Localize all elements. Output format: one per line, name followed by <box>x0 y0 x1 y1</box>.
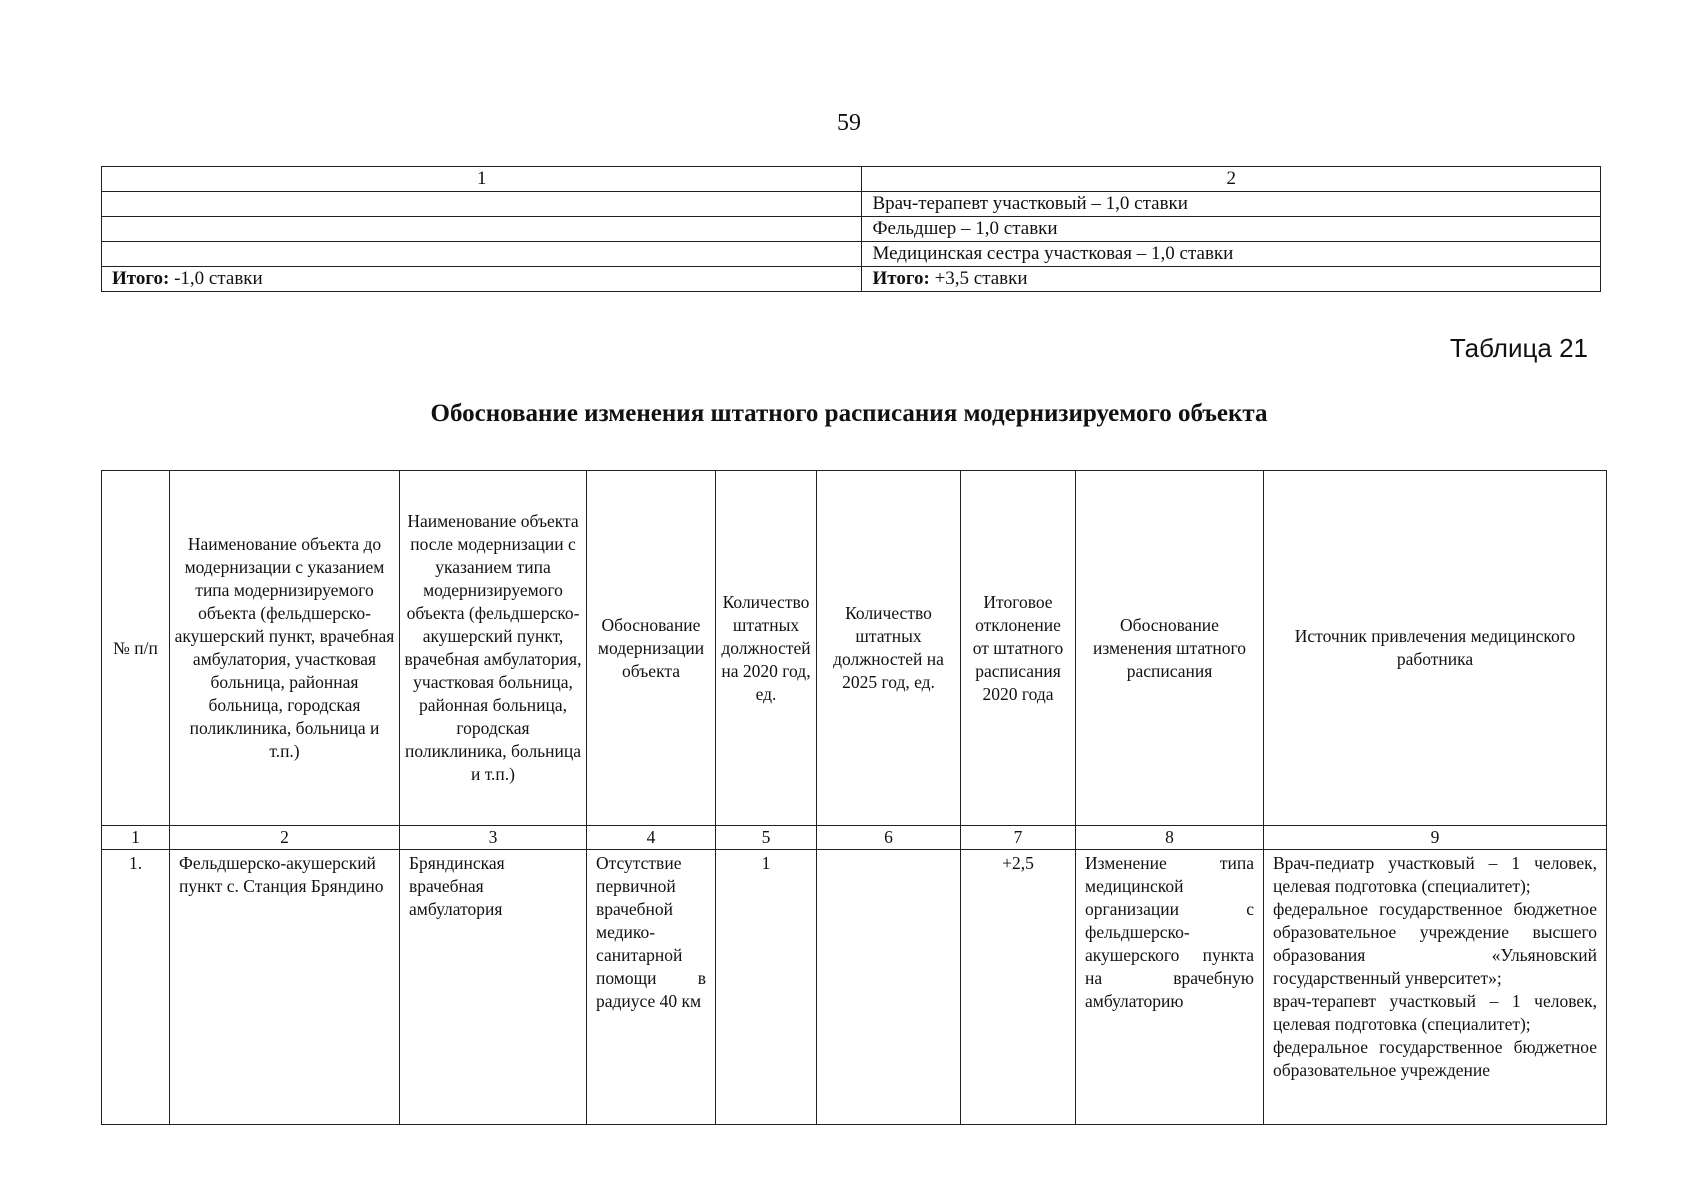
column-number: 3 <box>400 826 587 850</box>
total-right <box>862 267 1601 292</box>
column-number: 8 <box>1076 826 1264 850</box>
column-header: 1 <box>102 167 862 192</box>
staff-2025-cell <box>817 850 961 1125</box>
column-header: Обоснование модернизации объекта <box>587 471 716 826</box>
total-left <box>102 267 862 292</box>
document-title: Обоснование изменения штатного расписания модернизируемого объекта <box>430 400 1268 427</box>
table-row <box>102 850 1607 1125</box>
object-before-cell: Фельдшерско-акушерский пункт с. Станция Бряндино <box>170 850 400 1125</box>
total-label: Итого: <box>112 268 170 289</box>
column-header: Источник привлечения медицинского работника <box>1264 471 1607 826</box>
table-row <box>102 192 1601 217</box>
table-label: Таблица 21 <box>1449 333 1588 363</box>
staff-2020-cell: 1 <box>716 850 817 1125</box>
source-cell <box>1264 850 1607 1125</box>
total-label: Итого: <box>872 268 930 289</box>
column-number: 6 <box>817 826 961 850</box>
column-number: 1 <box>102 826 170 850</box>
source-line: федеральное государственное бюджетное образовательное учреждение <box>1273 1037 1597 1080</box>
column-number: 9 <box>1264 826 1607 850</box>
column-number-row <box>102 826 1607 850</box>
total-row <box>102 267 1601 292</box>
table-cell: Медицинская сестра участковая – 1,0 ставки <box>862 242 1601 267</box>
column-number: 4 <box>587 826 716 850</box>
column-header: Наименование объекта после модернизации с указанием типа модернизируемого объекта (фельдшерско-акушерский пункт, врачебная амбулатория, участковая больница, районная больница, городская поликлиника, больница и т.п.) <box>400 471 587 826</box>
column-header: Наименование объекта до модернизации с указанием типа модернизируемого объекта (фельдшерско-акушерский пункт, врачебная амбулатория, участковая больница, районная больница, городская поликлиника, больница и т.п.) <box>170 471 400 826</box>
column-number: 2 <box>170 826 400 850</box>
page-number: 59 <box>837 110 861 136</box>
table-header-row <box>102 167 1601 192</box>
continuation-table <box>101 166 1601 292</box>
row-number: 1. <box>102 850 170 1125</box>
column-header: 2 <box>862 167 1601 192</box>
column-number: 7 <box>961 826 1076 850</box>
change-reason-cell: Изменение типа медицинской организации с фельдшерско-акушерского пункта на врачебную амбулаторию <box>1076 850 1264 1125</box>
table-cell <box>102 217 862 242</box>
table-row <box>102 217 1601 242</box>
table-cell: Врач-терапевт участковый – 1,0 ставки <box>862 192 1601 217</box>
deviation-cell: +2,5 <box>961 850 1076 1125</box>
source-line: врач-терапевт участковый – 1 человек, целевая подготовка (специалитет); <box>1273 991 1597 1034</box>
column-header: Количество штатных должностей на 2020 год, ед. <box>716 471 817 826</box>
column-number: 5 <box>716 826 817 850</box>
total-value: +3,5 ставки <box>929 268 1028 289</box>
table-row <box>102 242 1601 267</box>
column-header: Количество штатных должностей на 2025 год, ед. <box>817 471 961 826</box>
column-header: № п/п <box>102 471 170 826</box>
source-line: Врач-педиатр участковый – 1 человек, целевая подготовка (специалитет); <box>1273 853 1597 896</box>
object-after-cell: Бряндинская врачебная амбулатория <box>400 850 587 1125</box>
column-header: Обоснование изменения штатного расписания <box>1076 471 1264 826</box>
total-value: -1,0 ставки <box>169 268 263 289</box>
column-header: Итоговое отклонение от штатного расписания 2020 года <box>961 471 1076 826</box>
source-line: федеральное государственное бюджетное образовательное учреждение высшего образования «Ульяновский государственный унверситет»; <box>1273 899 1597 988</box>
table-cell <box>102 192 862 217</box>
table-cell <box>102 242 862 267</box>
staffing-table <box>101 470 1607 1125</box>
table-header-row <box>102 471 1607 826</box>
table-cell: Фельдшер – 1,0 ставки <box>862 217 1601 242</box>
modernization-reason-cell: Отсутствие первичной врачебной медико-санитарной помощи в радиусе 40 км <box>587 850 716 1125</box>
